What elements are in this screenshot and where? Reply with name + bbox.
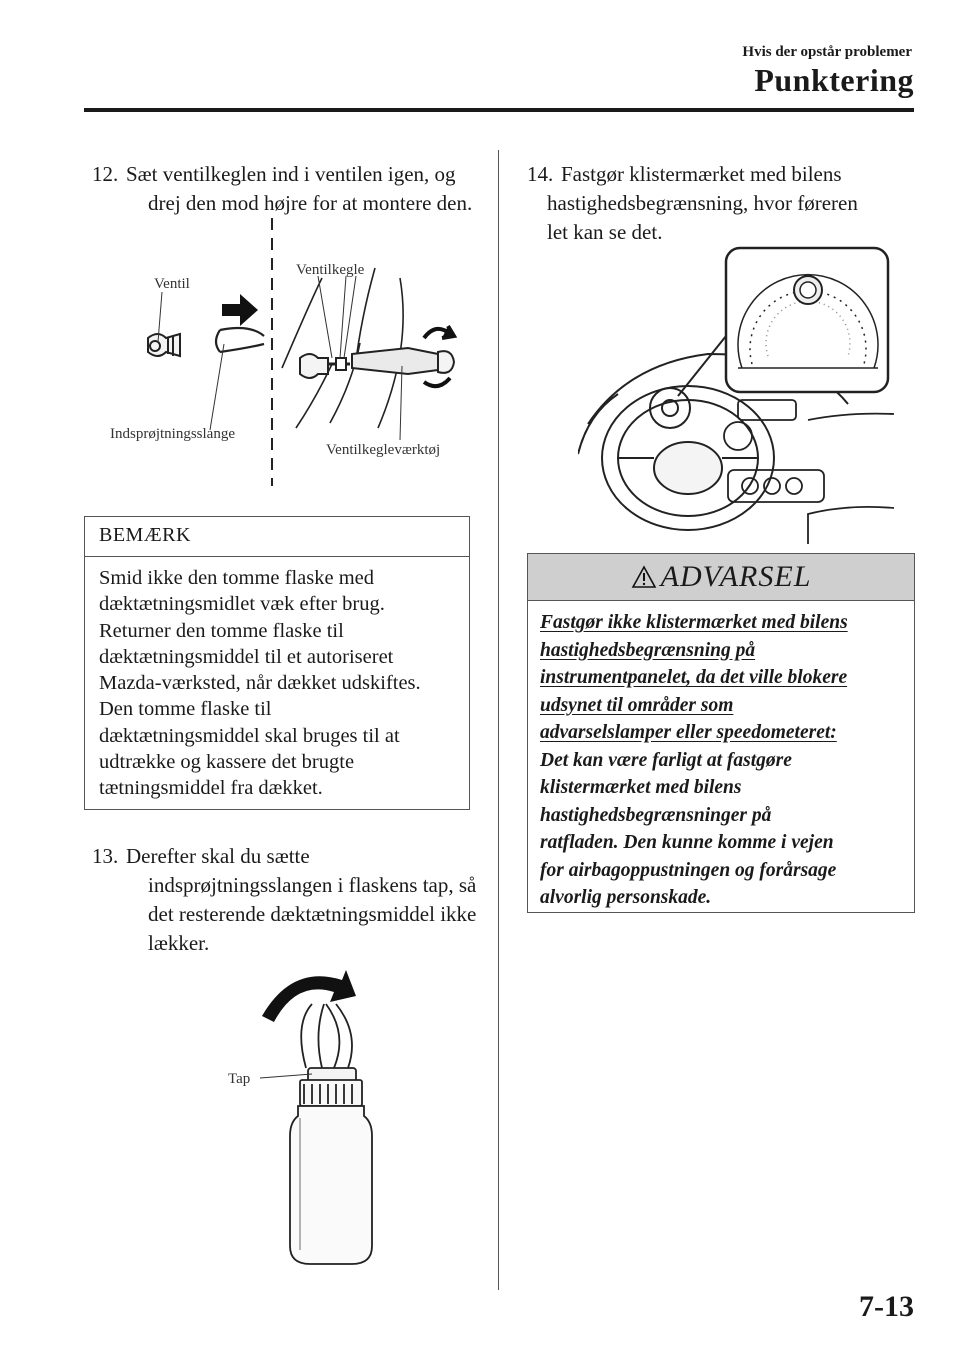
note-line: udtrække og kassere det brugte [99, 751, 355, 774]
dash-vents [724, 400, 894, 544]
warning-line: klistermærket med bilens [540, 777, 742, 798]
step-line: indsprøjtningsslangen i flaskens tap, så [148, 873, 477, 897]
label-ventilkegle: Ventilkegle [296, 262, 365, 278]
valve-core-tool [300, 348, 454, 378]
warning-triangle-icon [631, 565, 657, 589]
warning-line: hastighedsbegrænsninger på [540, 804, 772, 826]
warning-underlined-line: Fastgør ikke klistermærket med bilens [540, 612, 848, 633]
warning-box [527, 553, 915, 913]
note-heading: BEMÆRK [85, 517, 469, 557]
valve-core-figure [100, 218, 480, 488]
bend-arrow-icon [262, 970, 356, 1022]
step-number: 14. [527, 162, 554, 186]
warning-line: for airbagoppustningen og forårsage [540, 859, 837, 881]
warning-underlined-line: instrumentpanelet, da det ville blokere [540, 667, 848, 688]
warning-body [528, 601, 914, 912]
speedometer-zoom-frame [726, 248, 888, 392]
note-box [84, 516, 470, 810]
step-line: hastighedsbegrænsning, hvor føreren [547, 191, 858, 215]
step-number: 13. [92, 844, 119, 868]
warning-line: alvorlig personskade. [540, 887, 712, 908]
step-line: lækker. [148, 931, 210, 955]
header-rule [84, 108, 914, 112]
warning-underlined-line: advarselslamper eller speedometeret: [540, 722, 837, 743]
note-line: dæktætningsmiddel skal bruges til at [99, 724, 400, 747]
step-12 [92, 160, 492, 218]
step-line: let kan se det. [547, 220, 663, 244]
step-13 [92, 842, 496, 958]
step-line: det resterende dæktætningsmiddel ikke [148, 902, 477, 926]
warning-header [528, 554, 914, 601]
bottle-illustration [290, 1004, 372, 1264]
warning-underlined-line: udsynet til områder som [540, 694, 734, 716]
valve-illustration [148, 334, 180, 356]
section-name: Hvis der opstår problemer [742, 44, 912, 60]
dashboard-figure [578, 244, 896, 544]
column-divider [498, 150, 499, 1290]
label-indsproejtningsslange: Indsprøjtningsslange [110, 426, 235, 442]
page-number: 7-13 [859, 1290, 914, 1323]
step-14 [527, 160, 917, 247]
step-line: Derefter skal du sætte [126, 844, 310, 868]
insert-arrow-icon [222, 294, 258, 326]
bottle-figure [220, 950, 400, 1270]
step-line: Fastgør klistermærket med bilens [561, 162, 842, 186]
note-body [85, 557, 469, 802]
note-line: Den tomme flaske til [99, 698, 272, 721]
step-line: drej den mod højre for at montere den. [148, 191, 473, 215]
warning-line: ratfladen. Den kunne komme i vejen [540, 832, 834, 853]
warning-line: Det kan være farligt at fastgøre [540, 749, 792, 771]
label-ventil: Ventil [154, 276, 190, 292]
step-line: Sæt ventilkeglen ind i ventilen igen, og [126, 162, 456, 186]
label-tap: Tap [228, 1071, 251, 1087]
note-line: dæktætningsmiddel til et autoriseret [99, 645, 394, 668]
tire-arcs [282, 268, 403, 428]
note-line: Returner den tomme flaske til [99, 619, 344, 642]
warning-title: ADVARSEL [660, 560, 812, 593]
note-line: Smid ikke den tomme flaske med [99, 567, 374, 589]
page-title: Punktering [754, 62, 914, 98]
warning-underlined-line: hastighedsbegrænsning på [540, 639, 756, 661]
note-line: dæktætningsmidlet væk efter brug. [99, 593, 385, 616]
note-line: tætningsmiddel fra dækket. [99, 777, 323, 800]
note-line: Mazda-værksted, når dækket udskiftes. [99, 672, 421, 695]
step-number: 12. [92, 162, 119, 186]
label-ventilkeglevaerktoej: Ventilkegleværktøj [326, 442, 441, 458]
